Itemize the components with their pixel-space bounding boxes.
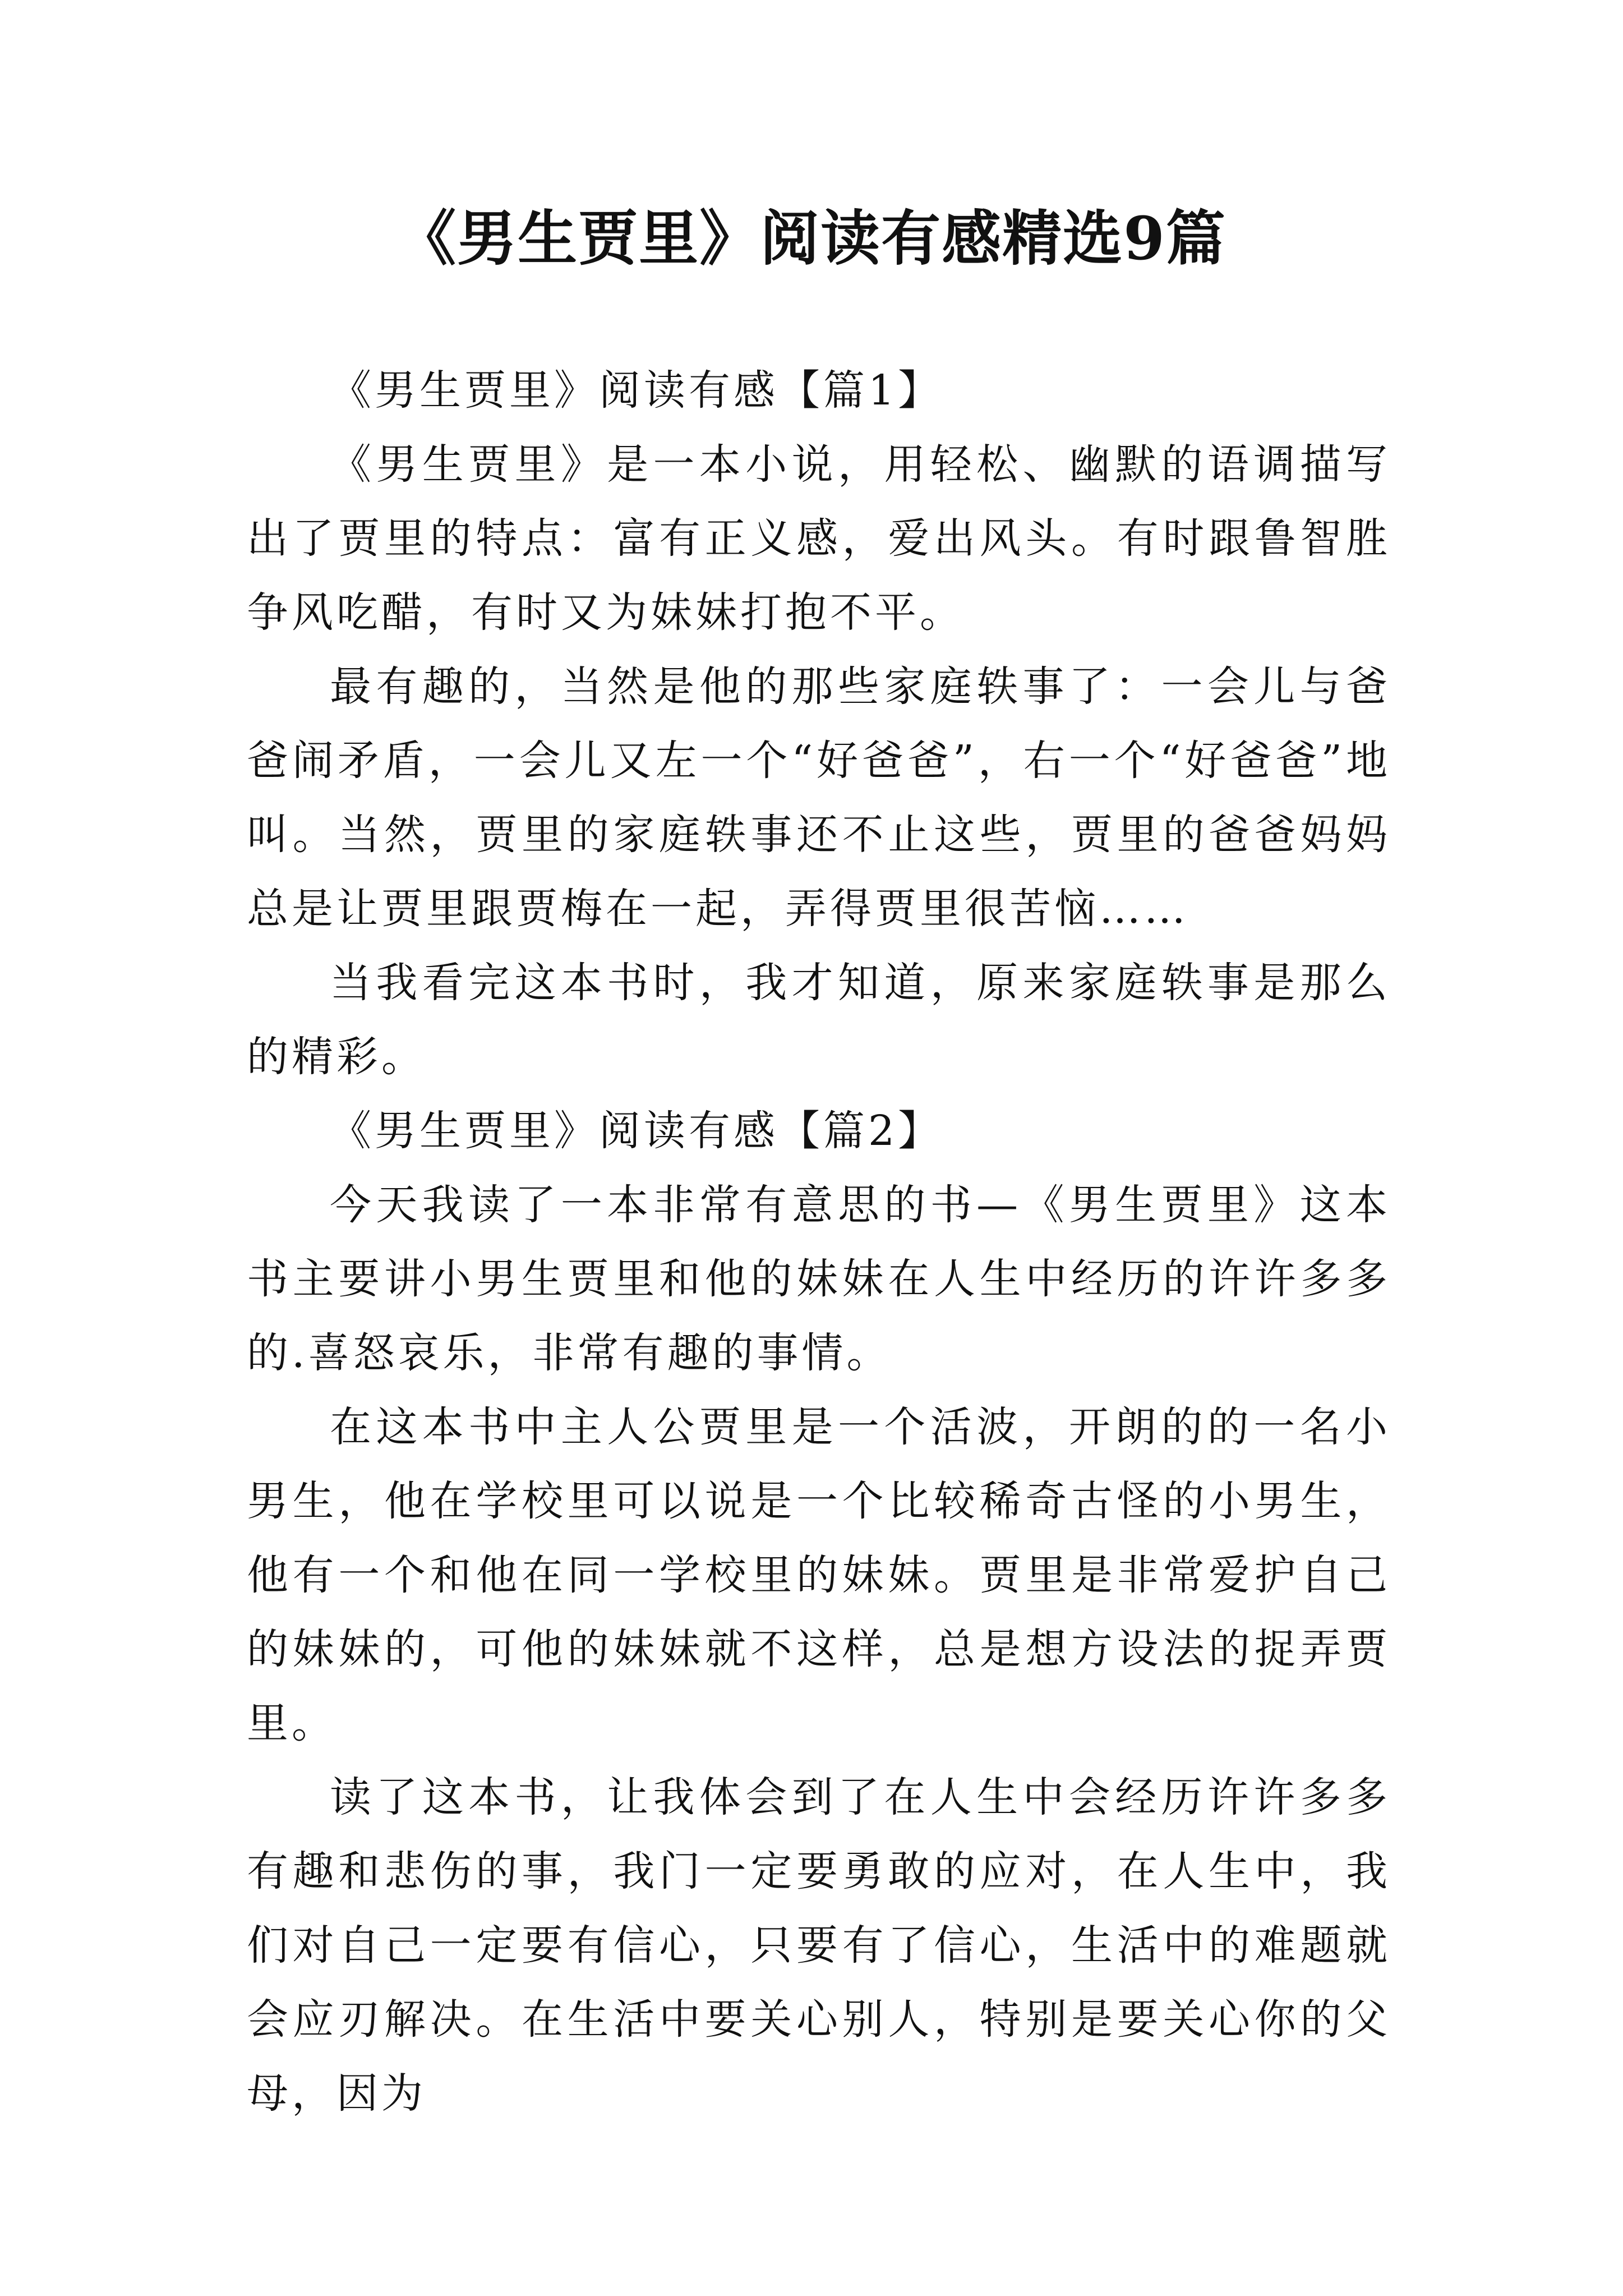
section-heading: 《男生贾里》阅读有感【篇1】: [330, 366, 943, 415]
paragraph: 《男生贾里》是一本小说，用轻松、幽默的语调描写出了贾里的特点：富有正义感，爱出风头。有时跟鲁智胜争风吃醋，有时又为妹妹打抱不平。: [247, 440, 1391, 637]
paragraph: 最有趣的，当然是他的那些家庭轶事了：一会儿与爸爸闹矛盾，一会儿又左一个“好爸爸”，右一个“好爸爸”地叫。当然，贾里的家庭轶事还不止这些，贾里的爸爸妈妈总是让贾里跟贾梅在一起，弄得贾里很苦恼……: [247, 662, 1391, 933]
paragraph: 在这本书中主人公贾里是一个活波，开朗的的一名小男生，他在学校里可以说是一个比较稀奇古怪的小男生，他有一个和他在同一学校里的妹妹。贾里是非常爱护自己的妹妹的，可他的妹妹就不这样，总是想方设法的捉弄贾里。: [247, 1403, 1391, 1747]
section-heading: 《男生贾里》阅读有感【篇2】: [330, 1107, 943, 1155]
paragraph: 读了这本书，让我体会到了在人生中会经历许许多多有趣和悲伤的事，我门一定要勇敢的应对，在人生中，我们对自己一定要有信心，只要有了信心，生活中的难题就会应刃解决。在生活中要关心别人，特别是要关心你的父母，因为: [247, 1773, 1391, 2118]
document-title: 《男生贾里》阅读有感精选9篇: [396, 203, 1227, 273]
section-2: [247, 1094, 1391, 2131]
paragraph: 当我看完这本书时，我才知道，原来家庭轶事是那么的精彩。: [247, 959, 1391, 1081]
document-body: [247, 353, 1391, 2131]
paragraph: 今天我读了一本非常有意思的书—《男生贾里》这本书主要讲小男生贾里和他的妹妹在人生中经历的许许多多的.喜怒哀乐，非常有趣的事情。: [247, 1181, 1391, 1377]
section-1: [247, 353, 1391, 1094]
